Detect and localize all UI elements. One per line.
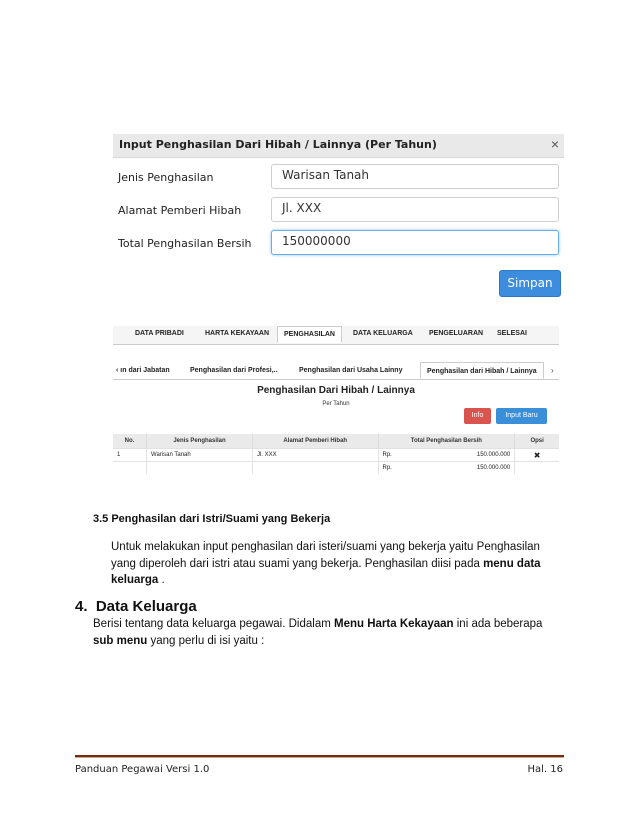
tab-selesai[interactable]: SELESAI bbox=[497, 330, 527, 337]
subtab-usaha-lainnya[interactable]: Penghasilan dari Usaha Lainny bbox=[299, 367, 403, 374]
tab-data-keluarga[interactable]: DATA KELUARGA bbox=[353, 330, 413, 337]
penghasilan-panel bbox=[113, 326, 559, 478]
total-cell-empty-1 bbox=[113, 462, 147, 475]
jenis-penghasilan-label: Jenis Penghasilan bbox=[118, 171, 214, 184]
para1-line2-text: yang diperoleh dari istri atau suami yang bekerja. Penghasilan diisi pada bbox=[111, 558, 484, 570]
modal-title: Input Penghasilan Dari Hibah / Lainnya (Per Tahun) bbox=[119, 138, 437, 151]
para1-line1: Untuk melakukan input penghasilan dari isteri/suami yang bekerja yaitu Penghasilan bbox=[111, 541, 540, 553]
simpan-button[interactable]: Simpan bbox=[499, 270, 561, 297]
col-no: No. bbox=[113, 434, 147, 449]
total-cell-empty-2 bbox=[147, 462, 253, 475]
hibah-table bbox=[113, 434, 559, 474]
subtab-profesi[interactable]: Penghasilan dari Profesi,.. bbox=[190, 367, 278, 374]
cell-no: 1 bbox=[113, 449, 147, 462]
col-total: Total Penghasilan Bersih bbox=[378, 434, 515, 449]
para2-line1 bbox=[93, 616, 542, 632]
para1-line3 bbox=[111, 572, 165, 588]
total-value: 150.000.000 bbox=[476, 465, 511, 471]
cell-total-value: 150.000.000 bbox=[476, 452, 511, 458]
tab-pengeluaran[interactable]: PENGELUARAN bbox=[429, 330, 484, 337]
total-penghasilan-input[interactable]: 150000000 bbox=[271, 230, 559, 255]
para2-line1-bold: Menu Harta Kekayaan bbox=[334, 618, 454, 630]
para2-line2 bbox=[93, 633, 264, 649]
para1-line3-bold: keluarga bbox=[111, 574, 159, 586]
col-opsi: Opsi bbox=[515, 434, 559, 449]
sub-tabs bbox=[113, 362, 559, 380]
main-tabs bbox=[113, 326, 559, 345]
tab-harta-kekayaan[interactable]: HARTA KEKAYAAN bbox=[205, 330, 270, 337]
para2-line2-bold: sub menu bbox=[93, 635, 148, 647]
scroll-right-icon[interactable]: › bbox=[551, 366, 554, 375]
footer-page-number: Hal. 16 bbox=[527, 764, 563, 775]
total-currency: Rp. bbox=[382, 465, 392, 471]
section-title: Penghasilan Dari Hibah / Lainnya bbox=[257, 385, 415, 396]
total-cell-empty-3 bbox=[252, 462, 378, 475]
close-icon[interactable]: × bbox=[550, 136, 559, 152]
info-button[interactable]: Info bbox=[464, 408, 491, 424]
footer-rule-shadow bbox=[75, 757, 564, 758]
total-penghasilan-label: Total Penghasilan Bersih bbox=[118, 237, 252, 250]
input-hibah-modal bbox=[113, 134, 564, 299]
para2-line1-end: ini ada beberapa bbox=[453, 618, 543, 630]
para1-line3-text: . bbox=[158, 574, 165, 586]
para2-line2-text: yang perlu di isi yaitu : bbox=[147, 635, 265, 647]
section-subtitle: Per Tahun bbox=[322, 401, 350, 407]
tab-data-pribadi[interactable]: DATA PRIBADI bbox=[135, 330, 184, 337]
section-35-heading: 3.5 Penghasilan dari Istri/Suami yang Bekerja bbox=[93, 513, 331, 525]
table-header-row bbox=[113, 434, 559, 449]
cell-currency: Rp. bbox=[382, 452, 392, 458]
cell-alamat: Jl. XXX bbox=[252, 449, 378, 462]
col-jenis: Jenis Penghasilan bbox=[147, 434, 253, 449]
para2-line1-text: Berisi tentang data keluarga pegawai. Didalam bbox=[93, 618, 335, 630]
delete-icon[interactable]: ✖ bbox=[515, 449, 559, 462]
jenis-penghasilan-input[interactable]: Warisan Tanah bbox=[271, 164, 559, 189]
para1-line2-bold: menu data bbox=[483, 558, 541, 570]
table-total-row bbox=[113, 462, 559, 475]
input-baru-button[interactable]: Input Baru bbox=[496, 408, 547, 424]
heading-data-keluarga: 4. Data Keluarga bbox=[75, 598, 197, 615]
tab-penghasilan[interactable]: PENGHASILAN bbox=[277, 326, 342, 343]
table-row bbox=[113, 449, 559, 462]
col-alamat: Alamat Pemberi Hibah bbox=[252, 434, 378, 449]
total-cell-empty-4 bbox=[515, 462, 559, 475]
total-cell bbox=[378, 462, 515, 475]
cell-total bbox=[378, 449, 515, 462]
subtab-jabatan[interactable]: ‹ ın dari Jabatan bbox=[116, 367, 170, 374]
modal-header bbox=[113, 134, 564, 158]
subtab-hibah[interactable]: Penghasilan dari Hibah / Lainnya bbox=[420, 362, 544, 379]
footer-left: Panduan Pegawai Versi 1.0 bbox=[75, 764, 210, 775]
alamat-pemberi-hibah-label: Alamat Pemberi Hibah bbox=[118, 204, 242, 217]
alamat-pemberi-hibah-input[interactable]: Jl. XXX bbox=[271, 197, 559, 222]
cell-jenis: Warisan Tanah bbox=[147, 449, 253, 462]
para1-line2 bbox=[111, 556, 541, 572]
